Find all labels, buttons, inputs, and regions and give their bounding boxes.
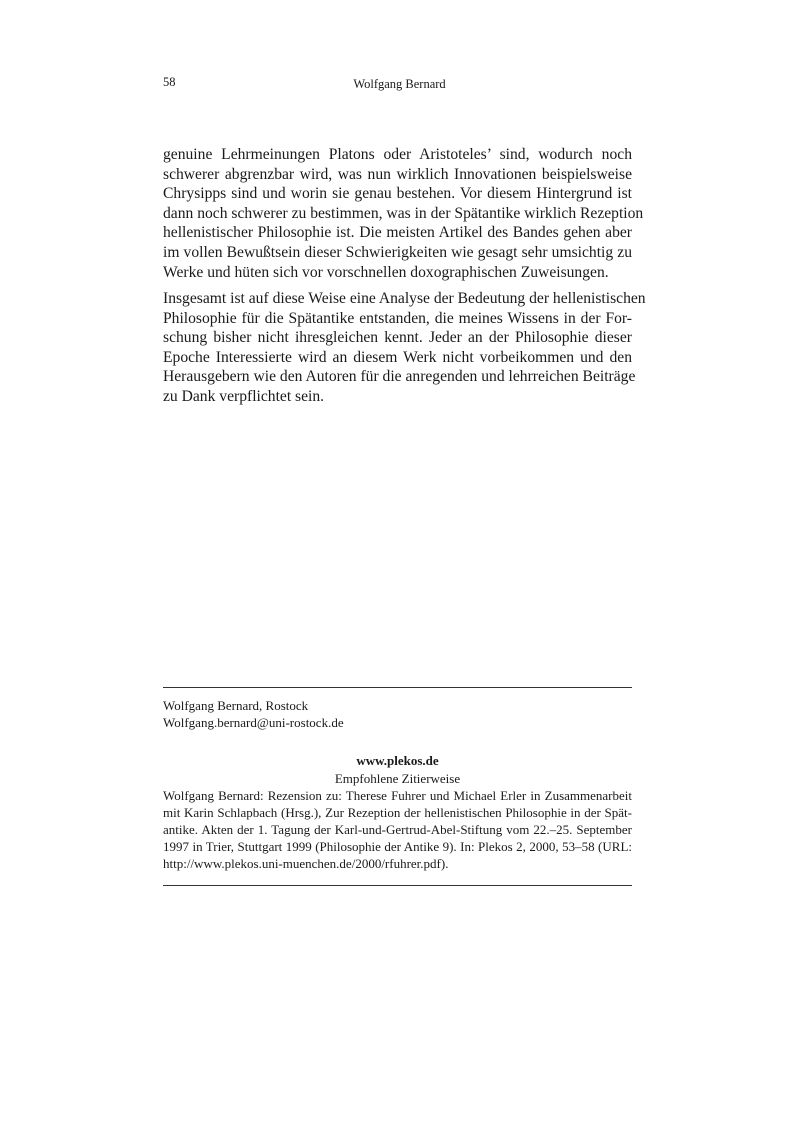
text-line: hellenistischer Philosophie ist. Die meisten Artikel des Bandes gehen aber	[163, 224, 632, 242]
text-line: Epoche Interessierte wird an diesem Werk nicht vorbeikommen und den	[163, 348, 632, 366]
citation-block	[163, 752, 632, 872]
body-paragraph-1	[163, 145, 644, 282]
text-line: schwerer abgrenzbar wird, was nun wirklich Innovationen beispielsweise	[163, 165, 632, 183]
text-line: Insgesamt ist auf diese Weise eine Analyse der Bedeutung der hellenistischen	[163, 290, 646, 307]
author-info	[163, 697, 632, 731]
citation-heading: Empfohlene Zitierweise	[334, 771, 461, 786]
text-line: Chrysipps sind und worin sie genau bestehen. Vor diesem Hintergrund ist	[163, 185, 632, 203]
citation-line: mit Karin Schlapbach (Hrsg.), Zur Rezeption der hellenistischen Philosophie in der Spät-	[163, 805, 632, 820]
text-line: Werke und hüten sich vor vorschnellen doxographischen Zuweisungen.	[163, 263, 609, 281]
author-email[interactable]: Wolfgang.bernard@uni-rostock.de	[163, 715, 344, 730]
website-link[interactable]: www.plekos.de	[356, 753, 439, 768]
text-line: Philosophie für die Spätantike entstanden, die meines Wissens in der For-	[163, 309, 632, 327]
text-line: dann noch schwerer zu bestimmen, was in der Spätantike wirklich Rezeption	[163, 204, 644, 222]
author-name: Wolfgang Bernard, Rostock	[163, 698, 309, 713]
citation-line: antike. Akten der 1. Tagung der Karl-und-Gertrud-Abel-Stiftung vom 22.–25. September	[163, 822, 632, 837]
citation-url[interactable]: http://www.plekos.uni-muenchen.de/2000/rfuhrer.pdf).	[163, 856, 449, 871]
citation-line: 1997 in Trier, Stuttgart 1999 (Philosophie der Antike 9). In: Plekos 2, 2000, 53–58 (URL:	[163, 839, 632, 854]
text-line: im vollen Bewußtsein dieser Schwierigkeiten wie gesagt sehr umsichtig zu	[163, 243, 632, 261]
citation-line: Wolfgang Bernard: Rezension zu: Therese Fuhrer und Michael Erler in Zusammenarbeit	[163, 788, 632, 803]
footer-rule-bottom	[163, 885, 632, 886]
running-head: Wolfgang Bernard	[353, 77, 446, 91]
text-line: zu Dank verpflichtet sein.	[163, 387, 325, 405]
text-line: schung bisher nicht ihresgleichen kennt. Jeder an der Philosophie dieser	[163, 329, 632, 347]
page-number: 58	[163, 75, 176, 89]
text-line: Herausgebern wie den Autoren für die anregenden und lehrreichen Beiträge	[163, 368, 636, 386]
text-line: genuine Lehrmeinungen Platons oder Aristoteles’ sind, wodurch noch	[163, 146, 632, 163]
footer-rule-top	[163, 687, 632, 688]
body-paragraph-2	[163, 289, 646, 407]
